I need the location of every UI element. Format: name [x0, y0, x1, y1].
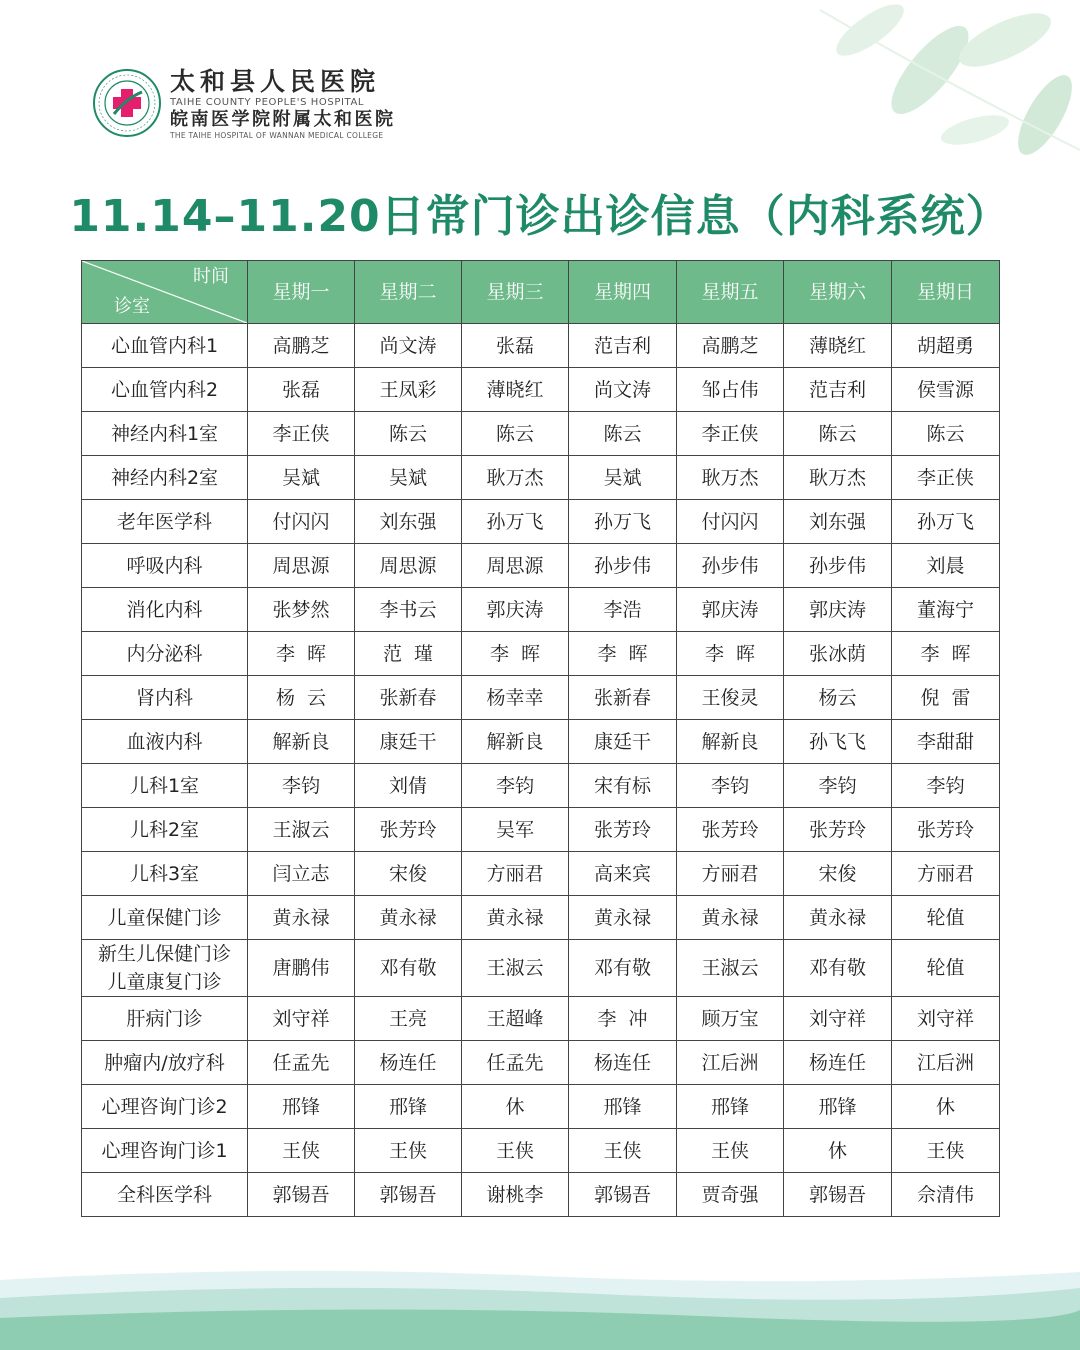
doctor-cell: 王超峰 [462, 997, 569, 1041]
doctor-cell: 王侠 [677, 1129, 784, 1173]
table-row [82, 588, 1000, 632]
doctor-cell: 高来宾 [569, 852, 677, 896]
table-row [82, 1085, 1000, 1129]
doctor-cell: 范吉利 [784, 368, 892, 412]
day-header-fri: 星期五 [677, 261, 784, 324]
department-name: 消化内科 [126, 598, 203, 621]
doctor-cell: 耿万杰 [784, 456, 892, 500]
doctor-cell: 吴军 [462, 808, 569, 852]
doctor-cell: 陈云 [355, 412, 462, 456]
header-row [82, 261, 1000, 324]
doctor-cell: 杨 云 [248, 676, 355, 720]
doctor-cell: 宋有标 [569, 764, 677, 808]
doctor-cell: 耿万杰 [677, 456, 784, 500]
leaf-decoration [760, 0, 1080, 170]
doctor-cell: 杨连任 [784, 1041, 892, 1085]
department-name: 心血管内科2 [110, 378, 219, 401]
doctor-cell: 李书云 [355, 588, 462, 632]
department-cell [82, 1129, 248, 1173]
doctor-cell: 休 [892, 1085, 1000, 1129]
doctor-cell: 孙飞飞 [784, 720, 892, 764]
table-row [82, 997, 1000, 1041]
doctor-cell: 尚文涛 [569, 368, 677, 412]
doctor-cell: 张芳玲 [892, 808, 1000, 852]
day-header-sun: 星期日 [892, 261, 1000, 324]
doctor-cell: 李 晖 [248, 632, 355, 676]
department-name: 心理咨询门诊2 [101, 1095, 228, 1118]
doctor-cell: 周思源 [355, 544, 462, 588]
doctor-cell: 方丽君 [462, 852, 569, 896]
table-row [82, 632, 1000, 676]
department-cell [82, 500, 248, 544]
doctor-cell: 解新良 [677, 720, 784, 764]
table-row [82, 1129, 1000, 1173]
doctor-cell: 黄永禄 [569, 896, 677, 940]
doctor-cell: 胡超勇 [892, 324, 1000, 368]
table-row [82, 412, 1000, 456]
department-name: 儿科2室 [129, 818, 200, 841]
doctor-cell: 顾万宝 [677, 997, 784, 1041]
department-cell [82, 544, 248, 588]
doctor-cell: 邹占伟 [677, 368, 784, 412]
doctor-cell: 周思源 [462, 544, 569, 588]
doctor-cell: 王淑云 [462, 940, 569, 997]
doctor-cell: 张芳玲 [784, 808, 892, 852]
doctor-cell: 任孟先 [462, 1041, 569, 1085]
doctor-cell: 邓有敬 [355, 940, 462, 997]
department-cell [82, 720, 248, 764]
department-name: 全科医学科 [116, 1183, 212, 1206]
doctor-cell: 张新春 [569, 676, 677, 720]
doctor-cell: 李钧 [892, 764, 1000, 808]
doctor-cell: 江后洲 [892, 1041, 1000, 1085]
department-name: 儿科3室 [129, 862, 200, 885]
doctor-cell: 张冰荫 [784, 632, 892, 676]
doctor-cell: 倪 雷 [892, 676, 1000, 720]
doctor-cell: 孙步伟 [784, 544, 892, 588]
doctor-cell: 任孟先 [248, 1041, 355, 1085]
doctor-cell: 黄永禄 [784, 896, 892, 940]
doctor-cell: 侯雪源 [892, 368, 1000, 412]
doctor-cell: 轮值 [892, 896, 1000, 940]
table-row [82, 808, 1000, 852]
doctor-cell: 邓有敬 [784, 940, 892, 997]
doctor-cell: 张芳玲 [569, 808, 677, 852]
doctor-cell: 王凤彩 [355, 368, 462, 412]
doctor-cell: 郭庆涛 [462, 588, 569, 632]
doctor-cell: 贾奇强 [677, 1173, 784, 1217]
doctor-cell: 刘守祥 [892, 997, 1000, 1041]
doctor-cell: 杨幸幸 [462, 676, 569, 720]
doctor-cell: 刘守祥 [784, 997, 892, 1041]
hospital-seal-icon [92, 68, 162, 138]
doctor-cell: 李钧 [784, 764, 892, 808]
doctor-cell: 范吉利 [569, 324, 677, 368]
doctor-cell: 李 晖 [892, 632, 1000, 676]
doctor-cell: 黄永禄 [462, 896, 569, 940]
doctor-cell: 方丽君 [892, 852, 1000, 896]
doctor-cell: 康廷干 [569, 720, 677, 764]
doctor-cell: 陈云 [569, 412, 677, 456]
doctor-cell: 吴斌 [248, 456, 355, 500]
table-row [82, 764, 1000, 808]
department-name: 肾内科 [135, 686, 193, 709]
doctor-cell: 张磊 [462, 324, 569, 368]
doctor-cell: 杨连任 [355, 1041, 462, 1085]
hospital-name-cn: 太和县人民医院 [170, 67, 381, 96]
doctor-cell: 李正侠 [248, 412, 355, 456]
doctor-cell: 李 晖 [462, 632, 569, 676]
doctor-cell: 杨连任 [569, 1041, 677, 1085]
doctor-cell: 谢桃李 [462, 1173, 569, 1217]
department-name: 新生儿保健门诊 [97, 943, 231, 965]
table-row [82, 940, 1000, 997]
doctor-cell: 耿万杰 [462, 456, 569, 500]
page-title: 11.14–11.20日常门诊出诊信息（内科系统） [69, 191, 1011, 242]
doctor-cell: 宋俊 [784, 852, 892, 896]
doctor-cell: 吴斌 [569, 456, 677, 500]
table-row [82, 852, 1000, 896]
doctor-cell: 张梦然 [248, 588, 355, 632]
doctor-cell: 黄永禄 [248, 896, 355, 940]
department-cell [82, 808, 248, 852]
schedule-table [81, 260, 1000, 1217]
doctor-cell: 邢锋 [248, 1085, 355, 1129]
doctor-cell: 李 晖 [569, 632, 677, 676]
doctor-cell: 陈云 [462, 412, 569, 456]
doctor-cell: 邓有敬 [569, 940, 677, 997]
doctor-cell: 王淑云 [248, 808, 355, 852]
doctor-cell: 孙万飞 [892, 500, 1000, 544]
doctor-cell: 解新良 [462, 720, 569, 764]
doctor-cell: 解新良 [248, 720, 355, 764]
doctor-cell: 郭庆涛 [784, 588, 892, 632]
table-row [82, 676, 1000, 720]
doctor-cell: 高鹏芝 [248, 324, 355, 368]
doctor-cell: 杨云 [784, 676, 892, 720]
department-name: 儿童康复门诊 [107, 971, 222, 993]
day-header-tue: 星期二 [355, 261, 462, 324]
table-row [82, 456, 1000, 500]
doctor-cell: 付闪闪 [248, 500, 355, 544]
doctor-cell: 陈云 [892, 412, 1000, 456]
department-cell [82, 632, 248, 676]
doctor-cell: 李甜甜 [892, 720, 1000, 764]
doctor-cell: 郭锡吾 [248, 1173, 355, 1217]
doctor-cell: 唐鹏伟 [248, 940, 355, 997]
doctor-cell: 陈云 [784, 412, 892, 456]
doctor-cell: 付闪闪 [677, 500, 784, 544]
doctor-cell: 休 [462, 1085, 569, 1129]
doctor-cell: 董海宁 [892, 588, 1000, 632]
department-cell [82, 764, 248, 808]
table-row [82, 544, 1000, 588]
doctor-cell: 江后洲 [677, 1041, 784, 1085]
doctor-cell: 王侠 [569, 1129, 677, 1173]
doctor-cell: 王侠 [248, 1129, 355, 1173]
doctor-cell: 宋俊 [355, 852, 462, 896]
doctor-cell: 邢锋 [677, 1085, 784, 1129]
department-cell [82, 1173, 248, 1217]
doctor-cell: 休 [784, 1129, 892, 1173]
doctor-cell: 郭庆涛 [677, 588, 784, 632]
day-header-mon: 星期一 [248, 261, 355, 324]
doctor-cell: 李正侠 [892, 456, 1000, 500]
department-cell [82, 588, 248, 632]
doctor-cell: 孙万飞 [569, 500, 677, 544]
department-cell [82, 852, 248, 896]
doctor-cell: 郭锡吾 [784, 1173, 892, 1217]
doctor-cell: 范 瑾 [355, 632, 462, 676]
doctor-cell: 郭锡吾 [355, 1173, 462, 1217]
affiliate-name-en: THE TAIHE HOSPITAL OF WANNAN MEDICAL COLLEGE [170, 131, 384, 140]
corner-room-label: 诊室 [114, 296, 150, 317]
doctor-cell: 李浩 [569, 588, 677, 632]
doctor-cell: 康廷干 [355, 720, 462, 764]
department-name: 呼吸内科 [126, 554, 203, 577]
department-name: 儿科1室 [129, 774, 200, 797]
doctor-cell: 李 冲 [569, 997, 677, 1041]
doctor-cell: 薄晓红 [462, 368, 569, 412]
doctor-cell: 邢锋 [569, 1085, 677, 1129]
department-name: 肝病门诊 [126, 1007, 203, 1030]
doctor-cell: 刘晨 [892, 544, 1000, 588]
department-name: 心理咨询门诊1 [101, 1139, 228, 1162]
table-row [82, 896, 1000, 940]
department-name: 老年医学科 [116, 510, 212, 533]
doctor-cell: 李正侠 [677, 412, 784, 456]
department-name: 神经内科2室 [110, 466, 219, 489]
doctor-cell: 李 晖 [677, 632, 784, 676]
table-row [82, 1173, 1000, 1217]
wave-footer [0, 1262, 1080, 1350]
department-cell [82, 324, 248, 368]
doctor-cell: 王侠 [892, 1129, 1000, 1173]
doctor-cell: 张芳玲 [677, 808, 784, 852]
doctor-cell: 王淑云 [677, 940, 784, 997]
doctor-cell: 黄永禄 [677, 896, 784, 940]
department-cell [82, 1085, 248, 1129]
doctor-cell: 孙步伟 [569, 544, 677, 588]
doctor-cell: 张芳玲 [355, 808, 462, 852]
doctor-cell: 孙步伟 [677, 544, 784, 588]
doctor-cell: 吴斌 [355, 456, 462, 500]
corner-time-label: 时间 [193, 266, 229, 287]
doctor-cell: 刘守祥 [248, 997, 355, 1041]
doctor-cell: 高鹏芝 [677, 324, 784, 368]
doctor-cell: 李钧 [248, 764, 355, 808]
table-row [82, 1041, 1000, 1085]
department-cell [82, 412, 248, 456]
department-cell [82, 1041, 248, 1085]
doctor-cell: 孙万飞 [462, 500, 569, 544]
department-name: 神经内科1室 [110, 422, 219, 445]
day-header-thu: 星期四 [569, 261, 677, 324]
department-cell [82, 896, 248, 940]
department-cell [82, 456, 248, 500]
doctor-cell: 张磊 [248, 368, 355, 412]
doctor-cell: 王亮 [355, 997, 462, 1041]
affiliate-name-cn: 皖南医学院附属太和医院 [170, 109, 396, 130]
doctor-cell: 闫立志 [248, 852, 355, 896]
doctor-cell: 薄晓红 [784, 324, 892, 368]
department-cell [82, 940, 248, 997]
department-cell [82, 997, 248, 1041]
table-row [82, 324, 1000, 368]
department-name: 心血管内科1 [110, 334, 219, 357]
doctor-cell: 周思源 [248, 544, 355, 588]
doctor-cell: 方丽君 [677, 852, 784, 896]
department-name: 内分泌科 [126, 642, 203, 665]
doctor-cell: 尚文涛 [355, 324, 462, 368]
doctor-cell: 邢锋 [784, 1085, 892, 1129]
department-cell [82, 368, 248, 412]
day-header-sat: 星期六 [784, 261, 892, 324]
doctor-cell: 王侠 [355, 1129, 462, 1173]
doctor-cell: 刘倩 [355, 764, 462, 808]
table-row [82, 368, 1000, 412]
doctor-cell: 李钧 [462, 764, 569, 808]
department-name: 血液内科 [126, 730, 203, 753]
doctor-cell: 黄永禄 [355, 896, 462, 940]
department-name: 儿童保健门诊 [107, 906, 222, 929]
doctor-cell: 邢锋 [355, 1085, 462, 1129]
corner-header [82, 261, 248, 324]
doctor-cell: 刘东强 [355, 500, 462, 544]
table-row [82, 720, 1000, 764]
doctor-cell: 王侠 [462, 1129, 569, 1173]
day-header-wed: 星期三 [462, 261, 569, 324]
doctor-cell: 郭锡吾 [569, 1173, 677, 1217]
department-name: 肿瘤内/放疗科 [104, 1051, 225, 1074]
doctor-cell: 佘清伟 [892, 1173, 1000, 1217]
hospital-name-en: TAIHE COUNTY PEOPLE'S HOSPITAL [170, 97, 365, 108]
table-row [82, 500, 1000, 544]
department-cell [82, 676, 248, 720]
doctor-cell: 李钧 [677, 764, 784, 808]
doctor-cell: 张新春 [355, 676, 462, 720]
doctor-cell: 轮值 [892, 940, 1000, 997]
doctor-cell: 刘东强 [784, 500, 892, 544]
doctor-cell: 王俊灵 [677, 676, 784, 720]
